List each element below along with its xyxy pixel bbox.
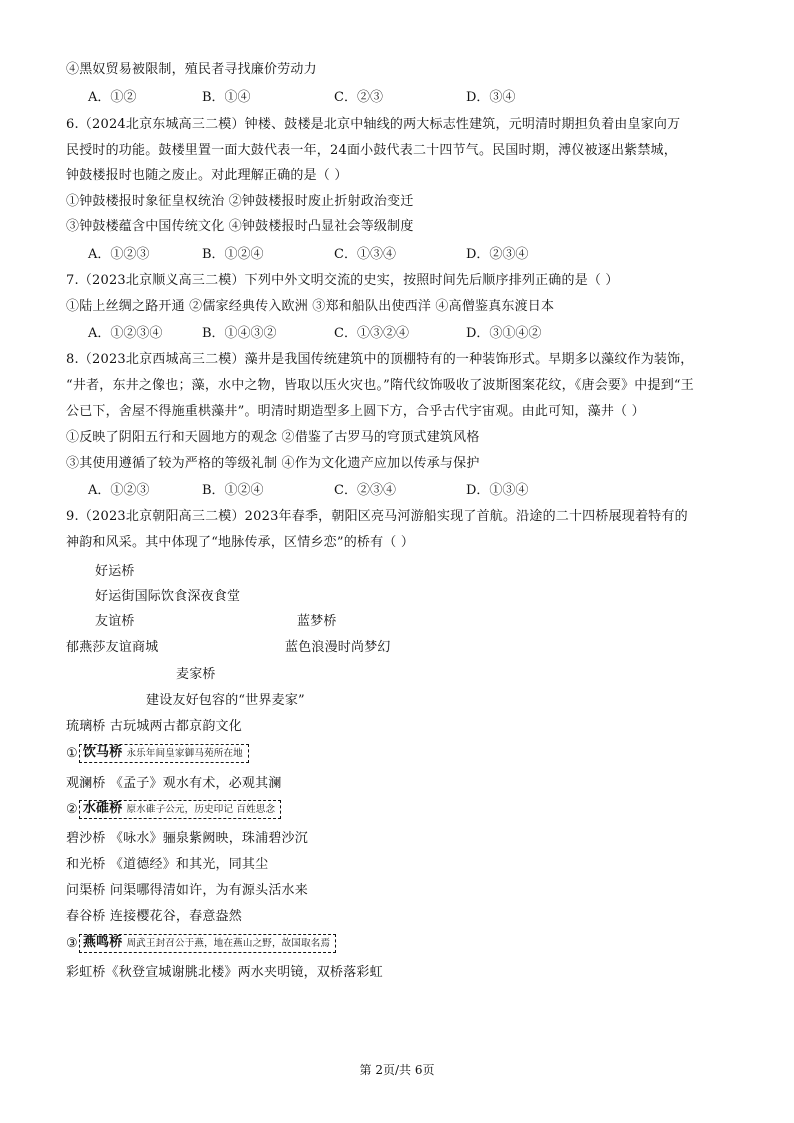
- option-item-4: ④黑奴贸易被限制，殖民者寻找廉价劳动力: [66, 62, 317, 77]
- bridge-lanmeng-desc: 蓝色浪漫时尚梦幻: [285, 640, 391, 655]
- bridge-youyi-name: 友谊桥: [95, 614, 135, 629]
- box3-name: 燕鸣桥: [82, 935, 123, 950]
- q6-statements-1: ①钟鼓楼报时象征皇权统治 ②钟鼓楼报时废止折射政治变迁: [66, 194, 414, 209]
- box1-number: ①: [66, 746, 78, 761]
- box3-desc: 周武王封召公于燕，地在燕山之野，故国取名焉: [126, 938, 331, 949]
- option-c: C．②③: [334, 90, 383, 105]
- box1-name: 饮马桥: [82, 745, 123, 760]
- q6-stem-line3: 钟鼓楼报时也随之废止。对此理解正确的是（ ）: [66, 168, 348, 183]
- q9-stem-line1: 9.（2023北京朝阳高三二模）2023年春季，朝阳区亮马河游船实现了首航。沿途的二十四桥展现着特有的: [66, 509, 688, 524]
- option-a: A．①②③: [88, 247, 150, 262]
- bridge-guanlan: 观澜桥 《孟子》观水有术，必观其澜: [66, 776, 282, 791]
- box1-desc: 永乐年间皇家御马苑所在地: [126, 748, 243, 759]
- option-d: D．③①④②: [466, 326, 542, 341]
- option-c: C．②③④: [334, 483, 396, 498]
- q9-stem-line2: 神韵和风采。其中体现了“地脉传承，区情乡恋”的桥有（ ）: [66, 535, 415, 550]
- option-d: D．②③④: [466, 247, 529, 262]
- q7-stem-line1: 7.（2023北京顺义高三二模）下列中外文明交流的史实，按照时间先后顺序排列正确的是（ ）: [66, 273, 619, 288]
- q8-stem-line3: 公已下，舍屋不得施重栱藻井”。明清时期造型多上圆下方，合乎古代宇宙观。由此可知，藻井（ ）: [66, 404, 645, 419]
- bridge-caihong: 彩虹桥《秋登宣城谢朓北楼》两水夹明镜，双桥落彩虹: [66, 965, 383, 980]
- bridge-wenqu: 问渠桥 问渠哪得清如许，为有源头活水来: [66, 883, 308, 898]
- q8-statements-1: ①反映了阴阳五行和天圆地方的观念 ②借鉴了古罗马的穹顶式建筑风格: [66, 430, 480, 445]
- option-b: B．①④③②: [202, 326, 277, 341]
- box1-frame: [79, 744, 249, 763]
- bridge-maijia-desc: 建设友好包容的“世界麦家”: [146, 693, 305, 708]
- bridge-haoyun-desc: 好运街国际饮食深夜食堂: [95, 589, 241, 604]
- bridge-maijia-name: 麦家桥: [176, 667, 216, 682]
- q8-stem-line2: “井者，东井之像也；藻，水中之物，皆取以压火灾也。”隋代纹饰吸收了波斯图案花纹，《唐会要》中提到“王: [66, 378, 694, 393]
- bridge-liuli: 琉璃桥 古玩城两古都京韵文化: [66, 719, 242, 734]
- q8-statements-2: ③其使用遵循了较为严格的等级礼制 ④作为文化遗产应加以传承与保护: [66, 456, 480, 471]
- box2-frame: [79, 800, 281, 819]
- page-number: 第 2页/共 6页: [359, 1063, 435, 1077]
- option-d: D．①③④: [466, 483, 529, 498]
- boxed-bridge-3: [66, 934, 336, 953]
- box2-desc: 原水碓子公元，历史印记 百姓思念: [126, 804, 276, 815]
- box3-number: ③: [66, 936, 78, 951]
- option-b: B．①②④: [202, 247, 264, 262]
- q8-stem-line1: 8.（2023北京西城高三二模）藻井是我国传统建筑中的顶棚特有的一种装饰形式。早期多以藻纹作为装饰，: [66, 352, 694, 367]
- bridge-lanmeng-name: 蓝梦桥: [297, 614, 337, 629]
- q7-statements-1: ①陆上丝绸之路开通 ②儒家经典传入欧洲 ③郑和船队出使西洋 ④高僧鉴真东渡日本: [66, 299, 555, 314]
- option-c: C．①③②④: [334, 326, 409, 341]
- bridge-youyi-desc: 郁燕莎友谊商城: [66, 640, 159, 655]
- boxed-bridge-2: [66, 800, 281, 819]
- option-b: B．①④: [202, 90, 251, 105]
- q6-stem-line1: 6.（2024北京东城高三二模）钟楼、鼓楼是北京中轴线的两大标志性建筑，元明清时期担负着由皇家向万: [66, 117, 681, 132]
- option-b: B．①②④: [202, 483, 264, 498]
- bridge-chungu: 春谷桥 连接樱花谷，春意盎然: [66, 909, 242, 924]
- bridge-heguang: 和光桥 《道德经》和其光，同其尘: [66, 857, 269, 872]
- option-d: D．③④: [466, 90, 516, 105]
- box2-number: ②: [66, 802, 78, 817]
- option-c: C．①③④: [334, 247, 396, 262]
- bridge-bisha: 碧沙桥 《咏水》骊泉紫阙映，珠浦碧沙沉: [66, 831, 308, 846]
- box2-name: 水碓桥: [82, 801, 123, 816]
- option-a: A．①②③: [88, 483, 150, 498]
- q6-stem-line2: 民授时的功能。鼓楼里置一面大鼓代表一年，24面小鼓代表二十四节气。民国时期，溥仪被逐出紫禁城，: [66, 143, 677, 158]
- q6-statements-2: ③钟鼓楼蕴含中国传统文化 ④钟鼓楼报时凸显社会等级制度: [66, 219, 414, 234]
- option-a: A．①②: [88, 90, 137, 105]
- box3-frame: [79, 934, 336, 953]
- boxed-bridge-1: [66, 744, 249, 763]
- bridge-haoyun-name: 好运桥: [95, 564, 135, 579]
- option-a: A．①②③④: [88, 326, 163, 341]
